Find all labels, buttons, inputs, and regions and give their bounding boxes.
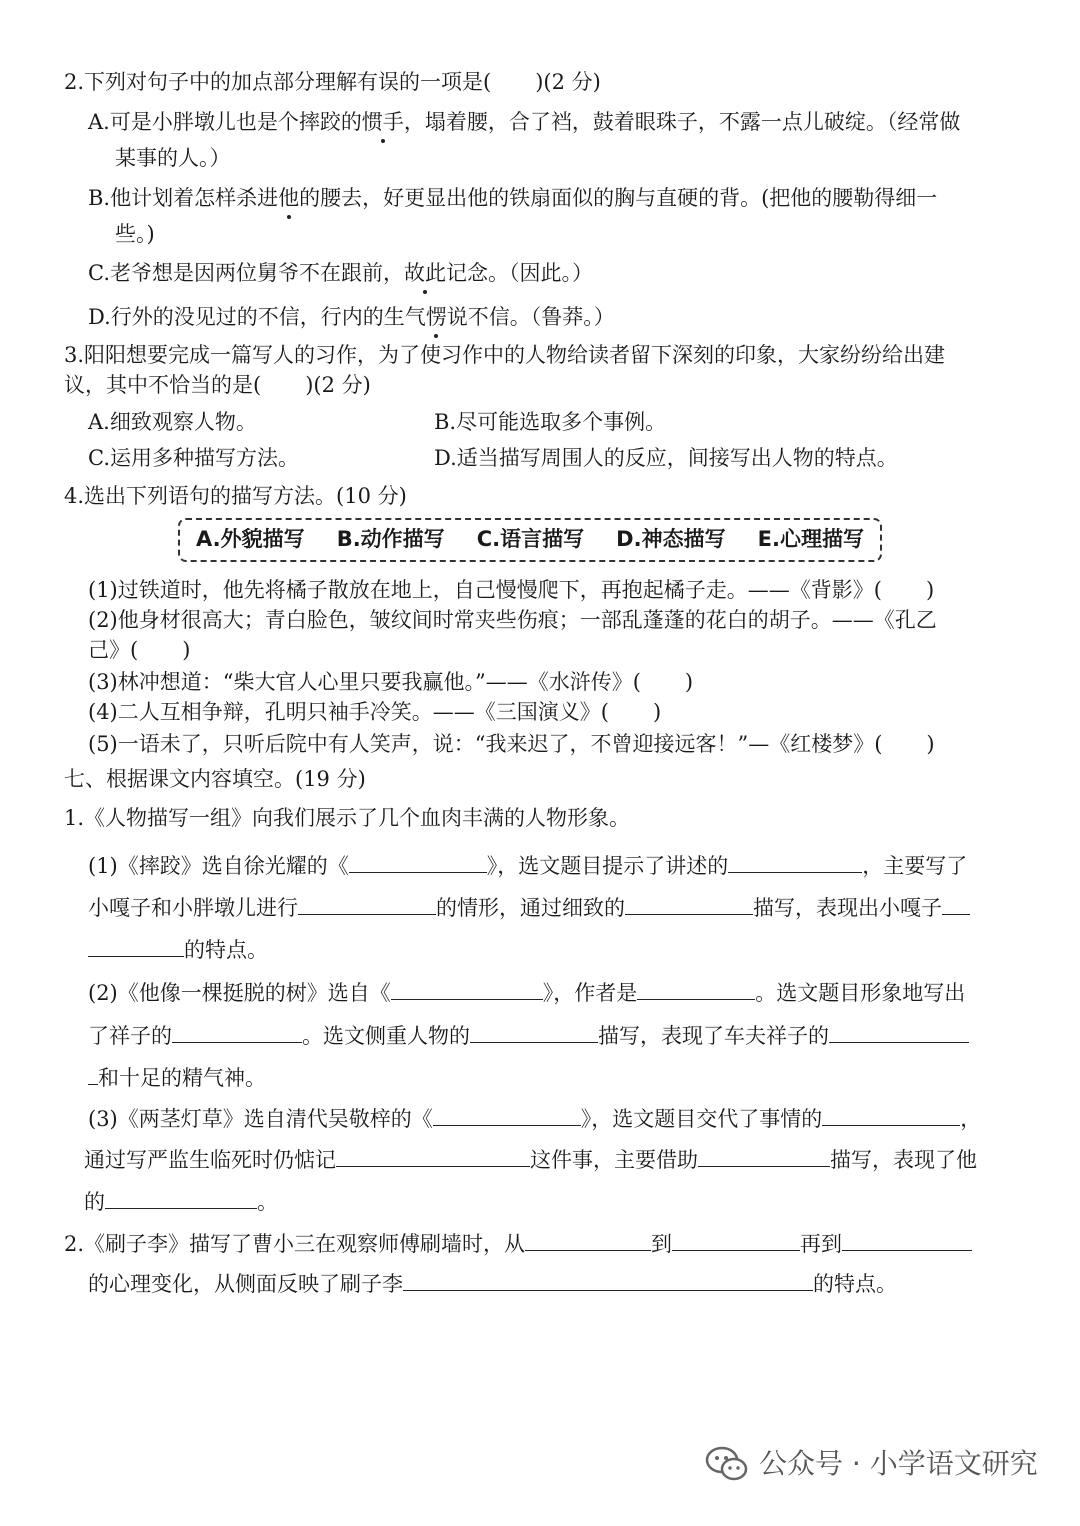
s7-q1-part2-line1: (2)《他像一棵挺脱的树》选自《 》，作者是 。选文题目形象地写出 [88,981,966,1005]
s7-q1-stem: 1.《人物描写一组》向我们展示了几个血肉丰满的人物形象。 [64,806,631,830]
s7-q1-part2-line2: 了祥子的 。选文侧重人物的 描写，表现了车夫祥子的 [88,1022,969,1049]
description-methods-box [178,518,882,562]
answer-blank[interactable] [403,1270,813,1291]
answer-blank[interactable] [105,1188,257,1209]
q4-sentence-4: (4)二人互相争辩，孔明只袖手冷笑。——《三国演义》( ) [88,700,662,724]
answer-blank[interactable] [391,979,543,1000]
q4-sentence-2: (2)他身材很高大；青白脸色，皱纹间时常夹些伤痕；一部乱蓬蓬的花白的胡子。——《孔乙 [88,608,937,632]
q4-sentence-3: (3)林冲想道：“柴大官人心里只要我赢他。”——《水浒传》( ) [88,670,694,694]
method-option: E.心理描写 [757,527,864,552]
q2-option-c: C.老爷想是因两位舅爷不在跟前，故此记念。（因此。） [88,261,593,285]
q2-stem: 2.下列对句子中的加点部分理解有误的一项是( )(2 分) [64,70,601,94]
q3-option-d: D.适当描写周围人的反应，间接写出人物的特点。 [434,446,898,470]
q2-option-b-cont: 些。) [115,222,155,246]
method-option: B.动作描写 [336,527,445,552]
answer-blank[interactable] [637,979,755,1000]
dotted-text: 杀进他的腰 [236,186,342,210]
answer-blank[interactable] [88,1064,98,1085]
s7-q1-part3-line1: (3)《两茎灯草》选自清代吴敬梓的《 》，选文题目交代了事情的 ， [88,1107,982,1131]
q4-stem: 4.选出下列语句的描写方法。(10 分) [64,484,407,508]
watermark-text: 公众号 · 小学语文研究 [759,1447,1038,1481]
answer-blank[interactable] [728,852,862,873]
answer-blank[interactable] [829,1022,969,1043]
q2-option-a-cont: 某事的人。） [115,146,231,170]
watermark [705,1440,1038,1488]
answer-blank[interactable] [470,1022,598,1043]
answer-blank[interactable] [525,1230,651,1251]
q2-option-d: D.行外的没见过的不信，行内的生气愣说不信。（鲁莽。） [88,305,615,329]
method-option: C.语言描写 [476,527,585,552]
s7-q2-line2: 的心理变化，从侧面反映了刷子李 的特点。 [88,1272,897,1296]
q3-stem-line2: 议，其中不恰当的是( )(2 分) [64,373,371,397]
answer-blank[interactable] [349,852,487,873]
answer-blank[interactable] [433,1105,581,1126]
answer-blank[interactable] [336,1146,530,1167]
method-option: D.神态描写 [616,527,726,552]
s7-q1-part1-line3: 的特点。 [88,936,268,963]
answer-blank[interactable] [842,1230,972,1251]
q2-option-a: A.可是小胖墩儿也是个摔跤的惯手，塌着腰，合了裆，鼓着眼珠子，不露一点儿破绽。（经常做 [88,110,961,134]
q4-sentence-2-cont: 己》( ) [88,638,191,662]
answer-blank[interactable] [625,894,753,915]
q2-option-b: B.他计划着怎样杀进他的腰去，好更显出他的铁扇面似的胸与直硬的背。(把他的腰勒得细一 [88,186,938,210]
s7-q1-part3-line3: 的 。 [84,1190,278,1214]
q4-sentence-5: (5)一语未了，只听后院中有人笑声，说：“我来迟了，不曾迎接远客！”—《红楼梦》( ) [88,732,935,756]
q3-stem-line1: 3.阳阳想要完成一篇写人的习作，为了使习作中的人物给读者留下深刻的印象，大家纷纷给出建 [64,343,946,367]
q3-option-b: B.尽可能选取多个事例。 [434,410,667,434]
s7-q1-part1-line2: 小嘎子和小胖墩儿进行 的情形，通过细致的 描写，表现出小嘎子 [88,894,970,921]
dotted-text: 愣 [425,305,447,329]
s7-q2-line1: 2.《刷子李》描写了曹小三在观察师傅刷墙时，从 到 再到 [64,1230,972,1257]
q3-option-c: C.运用多种描写方法。 [88,446,299,470]
answer-blank[interactable] [698,1146,830,1167]
q4-sentence-1: (1)过铁道时，他先将橘子散放在地上，自己慢慢爬下，再抱起橘子走。——《背影》( ) [88,578,935,602]
dotted-text: 惯手 [361,110,404,134]
answer-blank[interactable] [172,1022,302,1043]
dotted-text: 故此 [404,261,446,285]
answer-blank[interactable] [88,936,184,957]
s7-q1-part2-line3: 和十足的精气神。 [88,1064,266,1091]
section-7-title: 七、根据课文内容填空。(19 分) [64,767,366,791]
q3-option-a: A.细致观察人物。 [88,410,257,434]
method-option: A.外貌描写 [196,527,305,552]
answer-blank[interactable] [672,1230,800,1251]
s7-q1-part3-line2: 通过写严监生临死时仍惦记 这件事，主要借助 描写，表现了他 [84,1148,977,1172]
wechat-icon [705,1445,749,1483]
answer-blank[interactable] [942,894,970,915]
answer-blank[interactable] [822,1105,960,1126]
s7-q1-part1-line1: (1)《摔跤》选自徐光耀的《 》，选文题目提示了讲述的 ，主要写了 [88,854,968,878]
answer-blank[interactable] [298,894,436,915]
